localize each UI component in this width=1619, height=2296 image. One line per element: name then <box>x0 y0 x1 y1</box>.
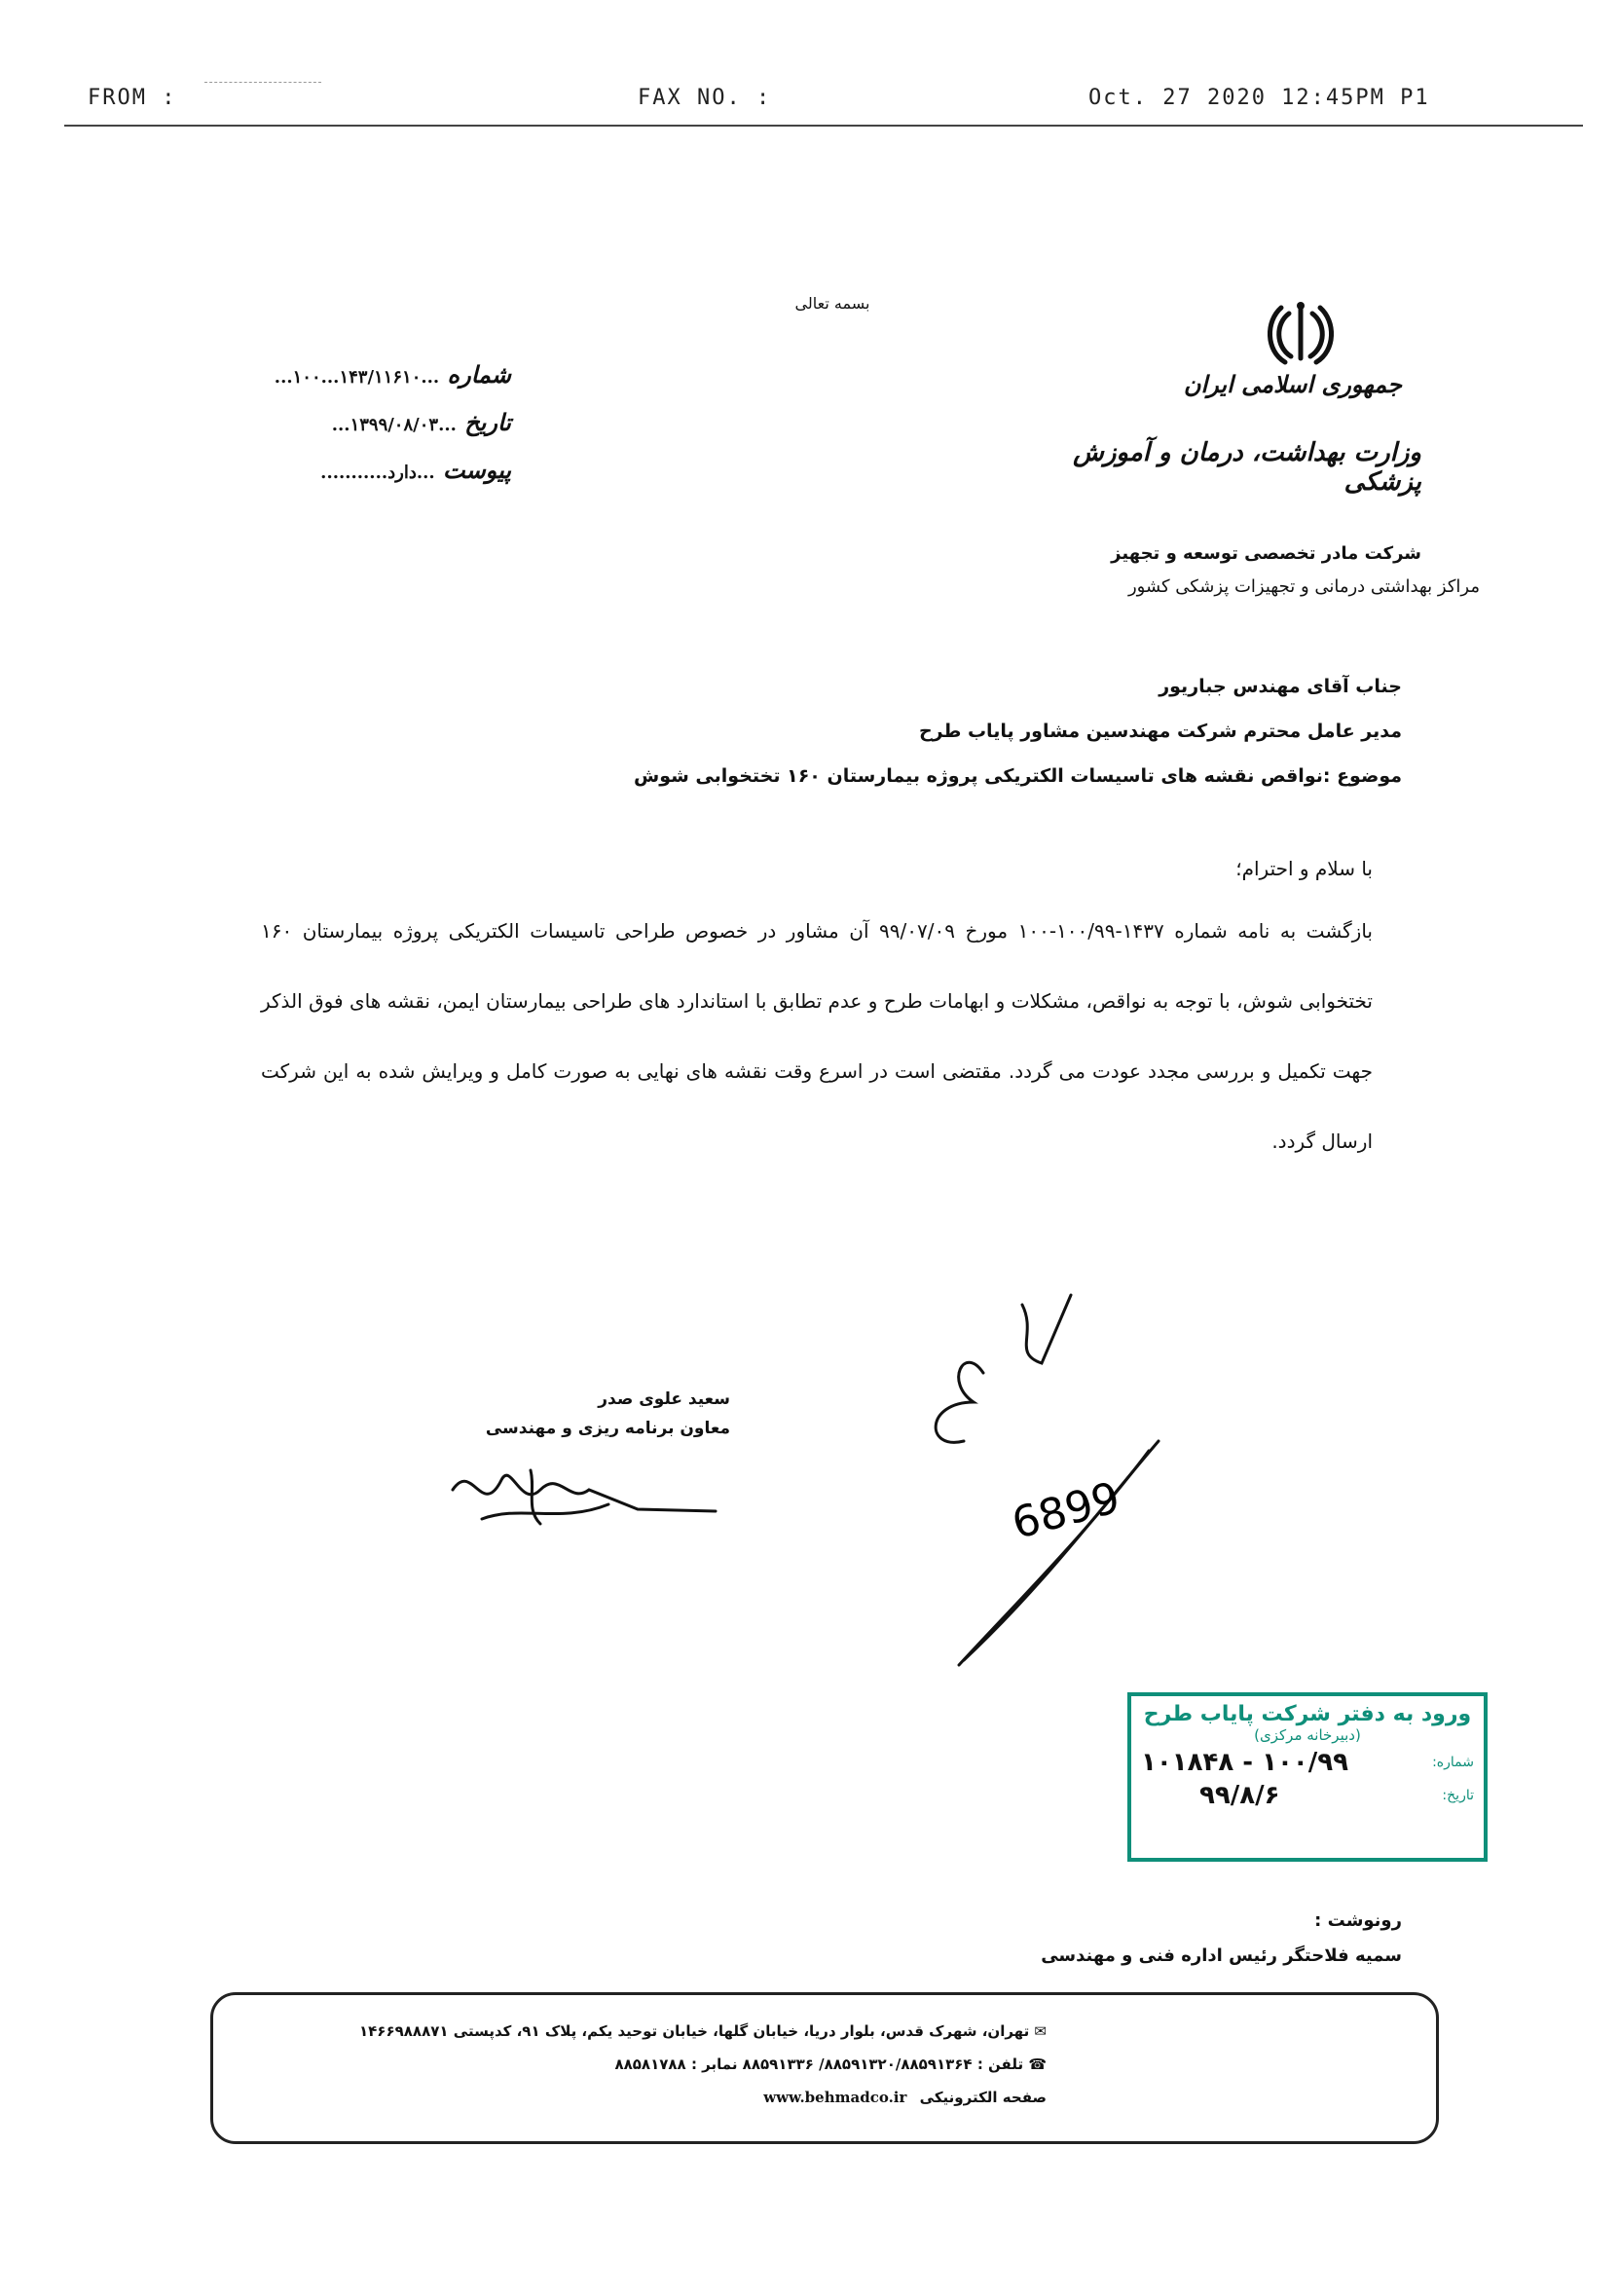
company-line-1: شرکت مادر تخصصی توسعه و تجهیز <box>1111 543 1421 564</box>
stamp-date-label: تاریخ: <box>1442 1788 1474 1803</box>
company-line-2: مراکز بهداشتی درمانی و تجهیزات پزشکی کشور <box>1127 576 1480 597</box>
signature-block <box>409 1385 730 1443</box>
letter-number-row <box>258 352 511 400</box>
iran-emblem-icon <box>1262 298 1340 370</box>
ministry-name: وزارت بهداشت، درمان و آموزش پزشکی <box>1073 438 1421 497</box>
letter-date-row <box>258 400 511 448</box>
fax-number-label: FAX NO. : <box>638 86 772 110</box>
country-name: جمهوری اسلامی ایران <box>1183 370 1402 398</box>
footer-website-row <box>268 2079 1047 2116</box>
letter-attachment-row <box>258 448 511 496</box>
handwritten-number: 6899 <box>1007 1472 1125 1549</box>
handwritten-signature <box>443 1451 735 1542</box>
cc-label: رونوشت : <box>1314 1910 1402 1931</box>
website-link[interactable]: www.behmadco.ir <box>763 2089 907 2106</box>
greeting: با سلام و احترام؛ <box>1235 857 1373 880</box>
handwritten-annotation <box>905 1266 1197 1679</box>
cc-block <box>876 1904 1402 1974</box>
phone-icon: ☎ <box>1023 2055 1047 2073</box>
fax-from-label: FROM : <box>88 86 177 110</box>
letter-date-value: ...۱۳۹۹/۰۸/۰۳... <box>331 415 457 435</box>
addressee-line-2: مدیر عامل محترم شرکت مهندسین مشاور پایاب طرح <box>918 721 1402 742</box>
letter-number-label: شماره <box>447 360 511 389</box>
letter-subject: موضوع :نواقص نقشه های تاسیسات الکتریکی پروژه بیمارستان ۱۶۰ تختخوابی شوش <box>633 765 1402 787</box>
addressee-block <box>545 664 1402 798</box>
stamp-number-label: شماره: <box>1432 1755 1474 1770</box>
fax-datetime: Oct. 27 2020 12:45PM P1 <box>1088 86 1430 110</box>
stamp-subtitle: (دبیرخانه مرکزی) <box>1254 1726 1361 1744</box>
website-label: صفحه الکترونیکی <box>919 2089 1047 2106</box>
letter-attachment-value: ...دارد........... <box>320 463 435 483</box>
address-icon: ✉ <box>1029 2022 1047 2040</box>
letter-number-value: ...۱۴۳/۱۱۶۱۰...۱۰۰... <box>274 367 440 388</box>
letter-date-label: تاریخ <box>464 408 511 436</box>
basmala: بسمه تعالی <box>794 294 870 313</box>
fax-header-rule <box>64 125 1583 127</box>
cc-recipient: سمیه فلاحتگر رئیس اداره فنی و مهندسی <box>1041 1945 1402 1966</box>
footer-phones: ☎ تلفن : ۸۸۵۹۱۳۲۰/۸۸۵۹۱۳۶۴/ ۸۸۵۹۱۳۳۶ نمابر : ۸۸۵۸۱۷۸۸ <box>614 2055 1047 2073</box>
received-stamp <box>1127 1692 1488 1862</box>
footer-address: ✉ تهران، شهرک قدس، بلوار دریا، خیابان گلها، خیابان توحید یکم، پلاک ۹۱، کدپستی ۱۴۶۶۹۸۸۸۷۱ <box>359 2022 1047 2040</box>
fax-from-line <box>204 82 321 83</box>
signatory-name: سعید علوی صدر <box>598 1389 730 1409</box>
letter-meta <box>258 352 511 496</box>
letter-attachment-label: پیوست <box>443 456 511 484</box>
stamp-date-row <box>1131 1777 1484 1810</box>
stamp-date-value: ۹۹/۸/۶ <box>1199 1781 1280 1810</box>
stamp-number-value: ۱۰۰/۹۹ - ۱۰۱۸۴۸ <box>1141 1748 1348 1777</box>
addressee-line-1: جناب آقای مهندس جباریور <box>1159 676 1402 697</box>
signatory-title: معاون برنامه ریزی و مهندسی <box>485 1419 730 1438</box>
stamp-number-row <box>1131 1744 1484 1777</box>
footer-box <box>210 1992 1439 2144</box>
stamp-title: ورود به دفتر شرکت پایاب طرح <box>1143 1702 1472 1726</box>
letter-body-paragraph: بازگشت به نامه شماره ۱۴۳۷-۱۰۰/۹۹-۱۰۰ مورخ ۹۹/۰۷/۰۹ آن مشاور در خصوص طراحی تاسیسات الکتریکی پروژه بیمارستان ۱۶۰ تختخوابی شوش، با توجه به نواقص، مشکلات و ابهامات طرح و عدم تطابق با استاندارد های طراحی بیمارستان ایمن، نقشه های فوق الذکر جهت تکمیل و بررسی مجدد عودت می گردد. مقتضی است در اسرع وقت نقشه های نهایی به صورت کامل و ویرایش شده به این شرکت ارسال گردد. <box>261 919 1374 1153</box>
